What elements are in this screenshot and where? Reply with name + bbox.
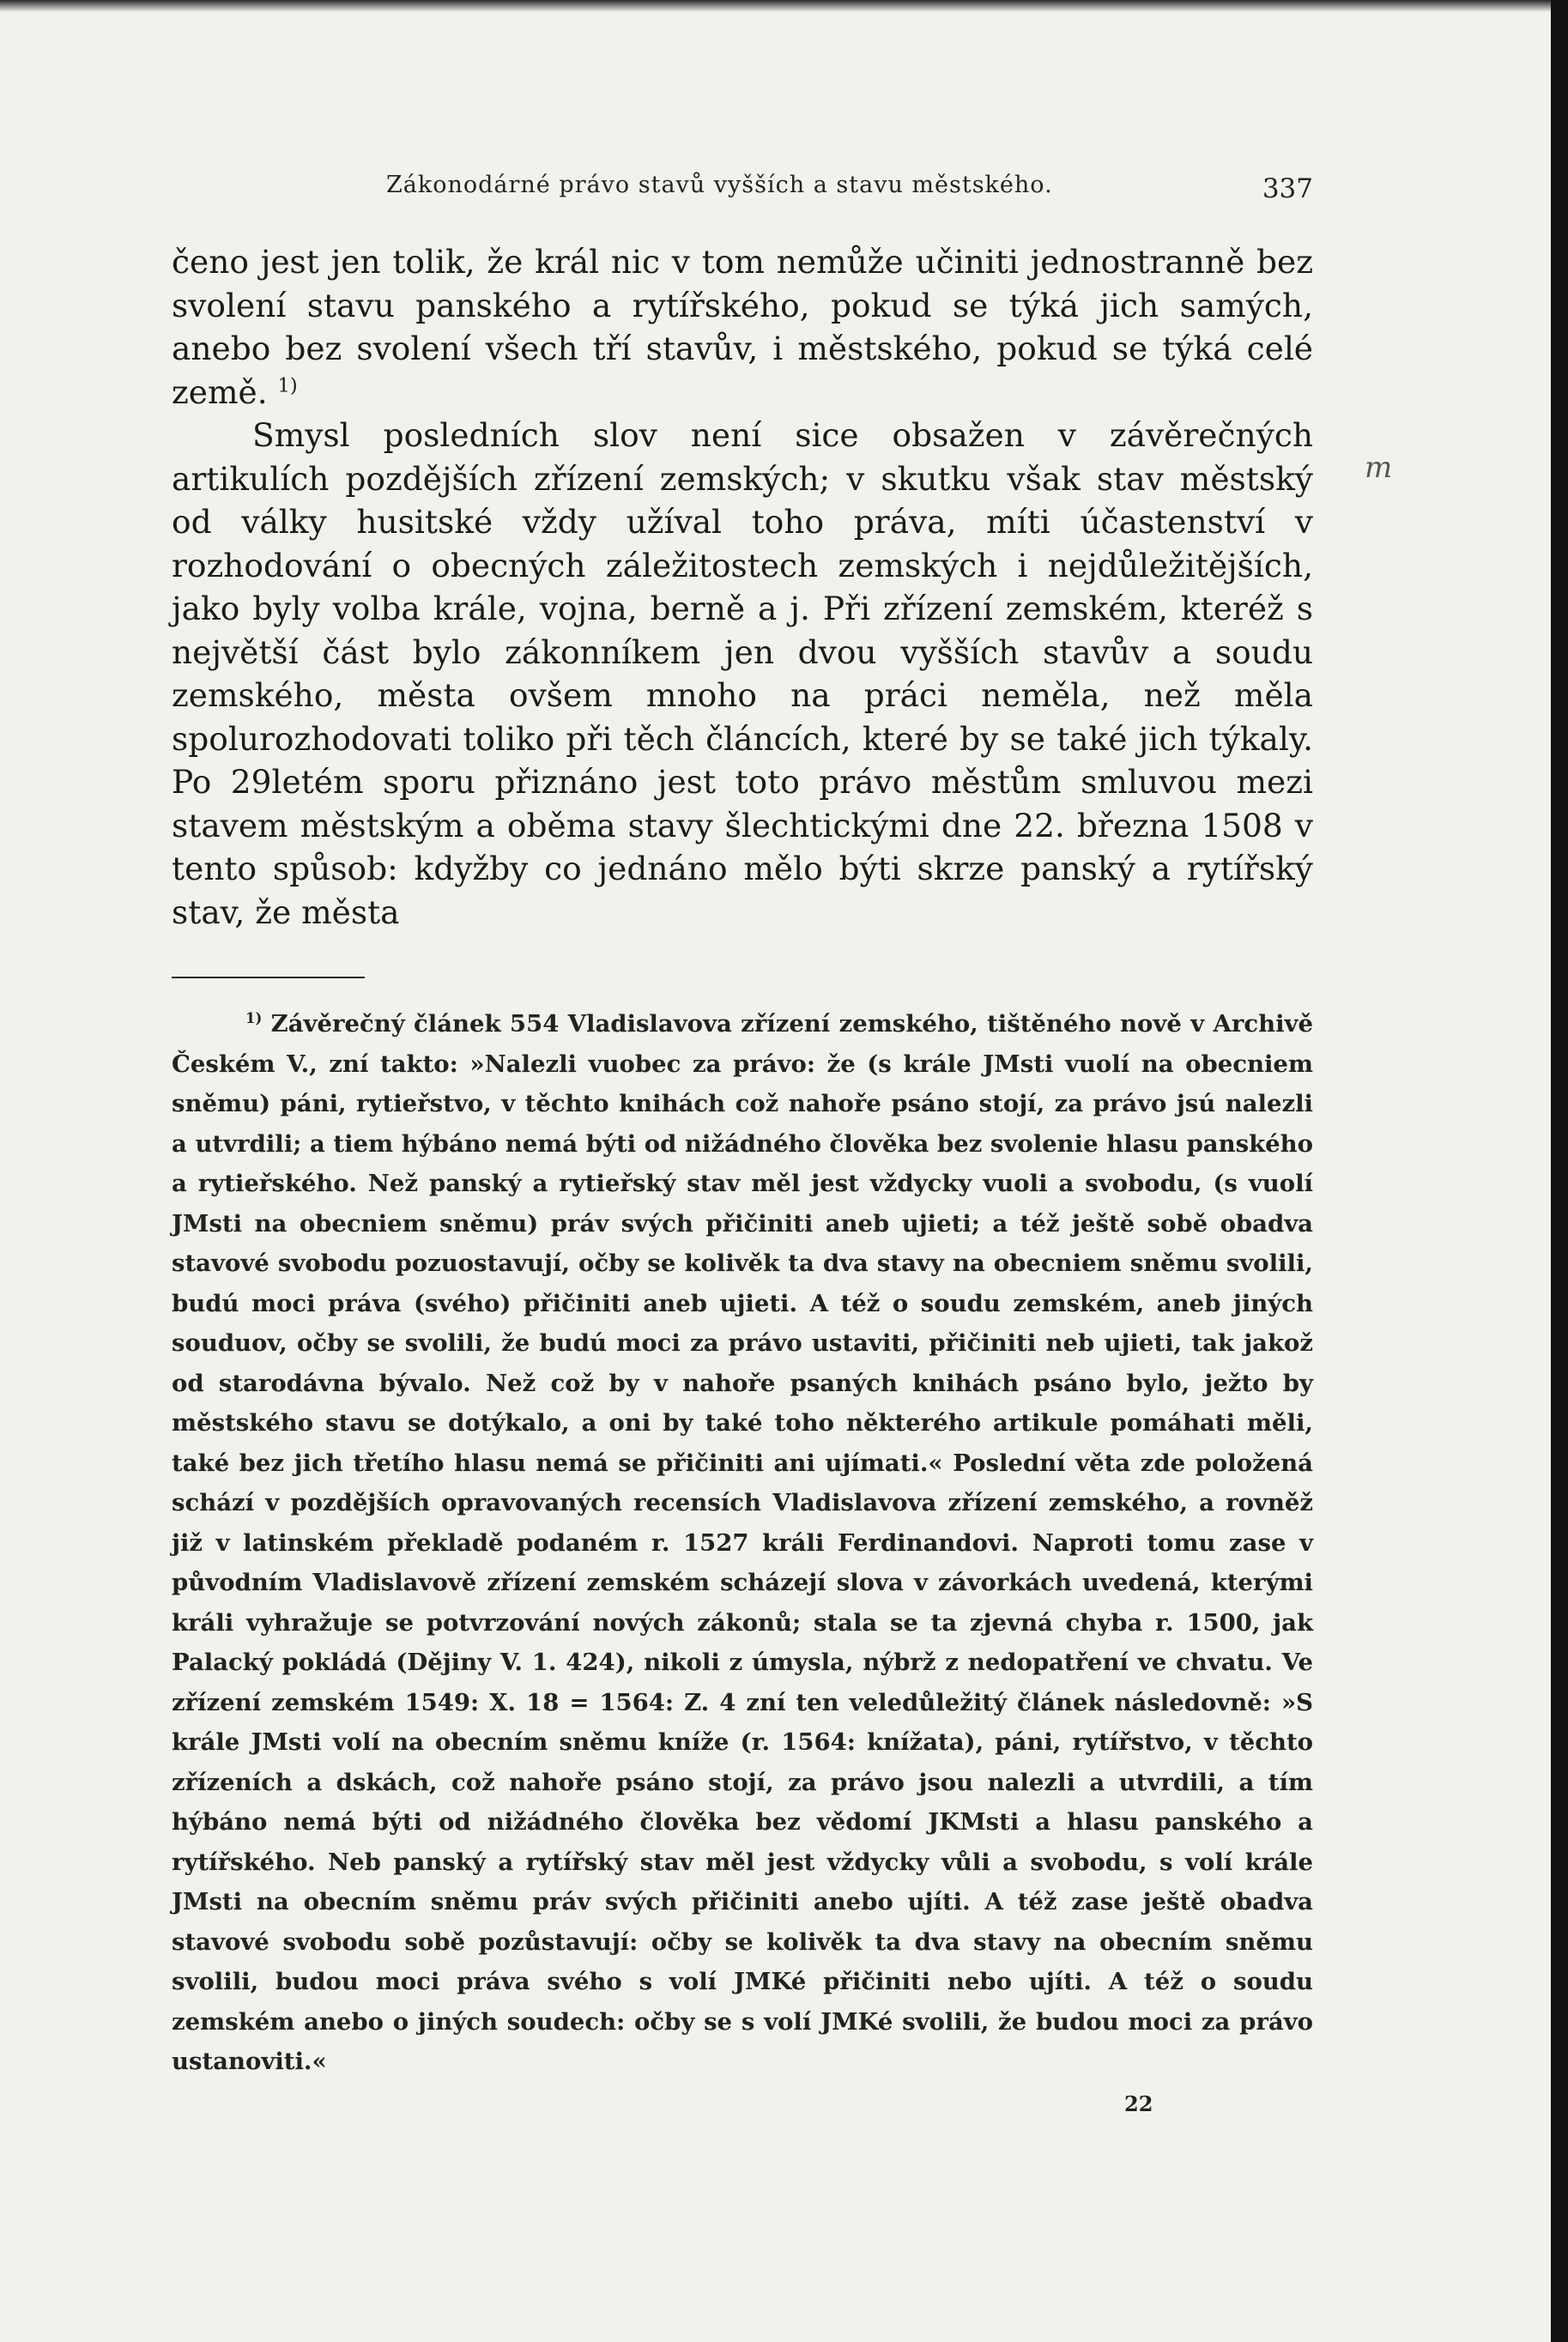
- footnote-separator: [172, 977, 365, 978]
- footnote-marker: 1): [245, 1009, 263, 1026]
- main-text: [172, 240, 1313, 934]
- handwritten-margin-note: m: [1365, 451, 1393, 485]
- paragraph-2: Smysl posledních slov není sice obsažen v závěrečných artikulích pozdějších zřízení zemských; v skutku však stav městský od války husitské vždy užíval toho práva, míti účastenství v rozhodování o obecných záležitostech zemských i nejdůležitějších, jako byly volba krále, vojna, berně a j. Při zřízení zemském, kteréž s největší část bylo zákonníkem jen dvou vyšších stavův a soudu zemského, města ovšem mnoho na práci neměla, než měla spolurozhodovati toliko při těch článcích, které by se také jich týkaly. Po 29letém sporu přiznáno jest toto právo městům smluvou mezi stavem městským a oběma stavy šlechtickými dne 22. března 1508 v tento spůsob: kdyžby co jednáno mělo býti skrze panský a rytířský stav, že města: [172, 416, 1313, 931]
- sheet-signature: 22: [1124, 2091, 1153, 2116]
- scan-top-edge: [0, 0, 1568, 12]
- running-head: [172, 163, 1313, 215]
- paragraph-1: [172, 240, 1313, 414]
- running-head-title: Zákonodárné právo stavů vyšších a stavu městského.: [386, 172, 1053, 198]
- page-content: [172, 163, 1313, 2082]
- scan-right-edge: [1551, 0, 1568, 2342]
- footnote-reference: 1): [277, 374, 298, 396]
- footnote: [172, 1004, 1313, 2082]
- footnote-text: Závěrečný článek 554 Vladislavova zřízení zemského, tištěného nově v Archivě Českém V., zní takto: »Nalezli vuobec za právo: že (s krále JMsti vuolí na obecniem sněmu) páni, rytieřstvo, v těchto knihách což nahoře psáno stojí, za právo jsú nalezli a utvrdili; a tiem hýbáno nemá býti od nižádného člověka bez svolenie hlasu panského a rytieřského. Než panský a rytieřský stav měl jest vždycky vuoli a svobodu, (s vuolí JMsti na obecniem sněmu) práv svých přičiniti aneb ujieti; a též ještě sobě obadva stavové svobodu pozuostavují, očby se kolivěk ta dva stavy na obecniem sněmu svolili, budú moci práva (svého) přičiniti aneb ujieti. A též o soudu zemském, aneb jiných souduov, očby se svolili, že budú moci za právo ustaviti, přičiniti neb ujieti, tak jakož od starodávna bývalo. Než což by v nahoře psaných knihách psáno bylo, ježto by městského stavu se dotýkalo, a oni by také toho některého artikule pomáhati měli, také bez jich třetího hlasu nemá se přičiniti ani ujímati.« Poslední věta zde položená schází v pozdějších opravovaných recensích Vladislavova zřízení zemského, a rovněž již v latinském překladě podaném r. 1527 králi Ferdinandovi. Naproti tomu zase v původním Vladislavově zřízení zemském scházejí slova v závorkách uvedená, kterými králi vyhražuje se potvrzování nových zákonů; stala se ta zjevná chyba r. 1500, jak Palacký pokládá (Dějiny V. 1. 424), nikoli z úmysla, nýbrž z nedopatření ve chvatu. Ve zřízení zemském 1549: X. 18 = 1564: Z. 4 zní ten veledůležitý článek následovně: »S krále JMsti volí na obecním sněmu kníže (r. 1564: knížata), páni, rytířstvo, v těchto zřízeních a dskách, což nahoře psáno stojí, za právo jsou nalezli a utvrdili, a tím hýbáno nemá býti od nižádného člověka bez vědomí JKMsti a hlasu panského a rytířského. Neb panský a rytířský stav měl jest vždycky vůli a svobodu, s volí krále JMsti na obecním sněmu práv svých přičiniti anebo ujíti. A též zase ještě obadva stavové svobodu sobě pozůstavují: očby se kolivěk ta dva stavy na obecním sněmu svolili, budou moci práva svého s volí JMKé přičiniti nebo ujíti. A též o soudu zemském anebo o jiných soudech: očby se s volí JMKé svolili, že budou moci za právo ustanoviti.«: [172, 1010, 1314, 2075]
- page-number: 337: [1262, 173, 1313, 204]
- paragraph-1-text: čeno jest jen tolik, že král nic v tom nemůže učiniti jednostranně bez svolení stavu panského a rytířského, pokud se týká jich samých, anebo bez svolení všech tří stavův, i městského, pokud se týká celé země.: [172, 243, 1313, 411]
